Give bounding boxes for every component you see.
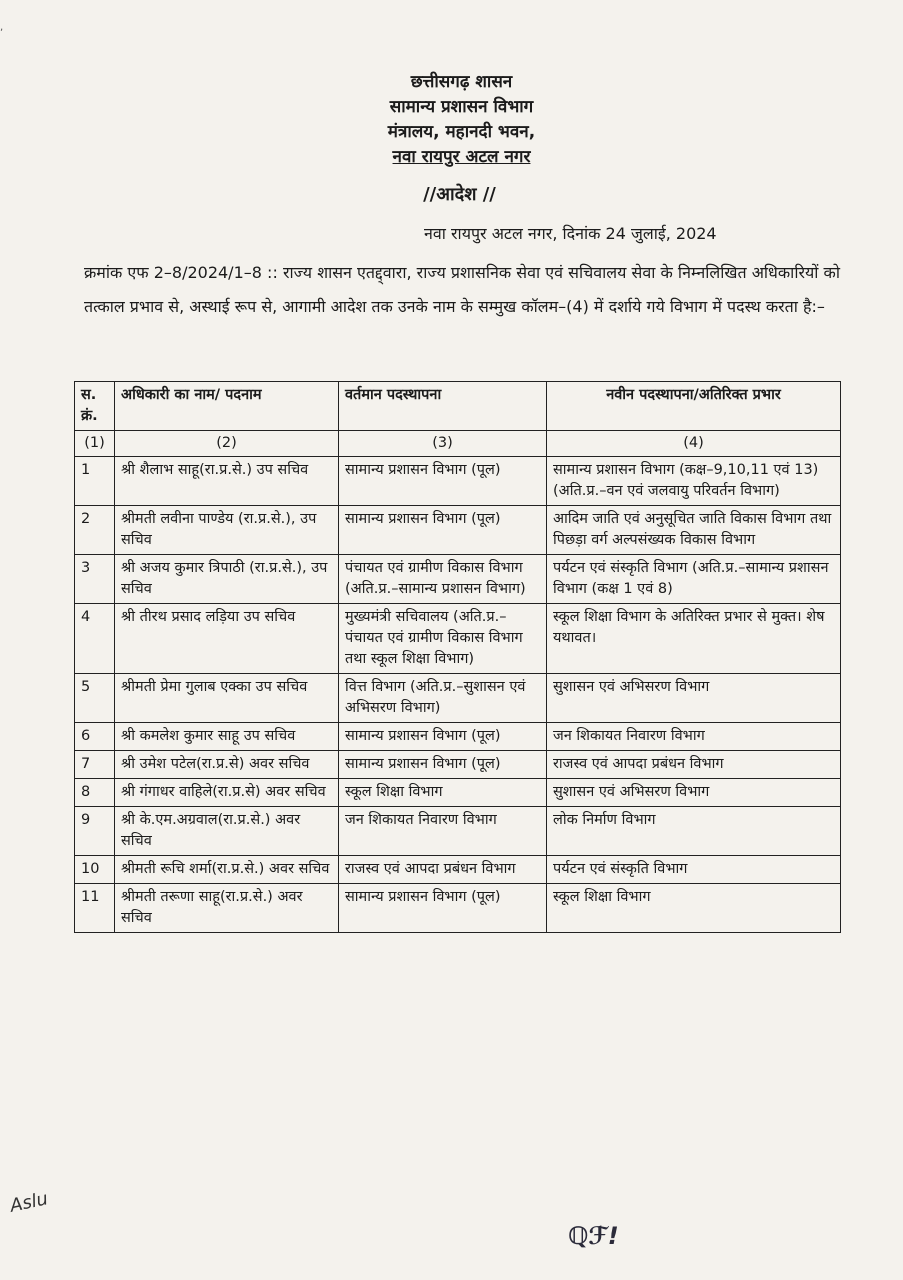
row-new: लोक निर्माण विभाग [547,807,841,856]
row-sn: 2 [75,506,115,555]
table-row [75,604,841,674]
margin-mark: , [0,22,4,33]
row-current: सामान्य प्रशासन विभाग (पूल) [339,457,547,506]
row-current: सामान्य प्रशासन विभाग (पूल) [339,723,547,751]
row-sn: 3 [75,555,115,604]
row-current: पंचायत एवं ग्रामीण विकास विभाग (अति.प्र.–सामान्य प्रशासन विभाग) [339,555,547,604]
row-sn: 10 [75,856,115,884]
row-name: श्री उमेश पटेल(रा.प्र.से) अवर सचिव [115,751,339,779]
header-current: वर्तमान पदस्थापना [339,382,547,431]
row-new: राजस्व एवं आपदा प्रबंधन विभाग [547,751,841,779]
row-new: पर्यटन एवं संस्कृति विभाग (अति.प्र.–सामान्य प्रशासन विभाग (कक्ष 1 एवं 8) [547,555,841,604]
letterhead [0,70,903,170]
initials-signature: Aslu [8,1188,50,1217]
row-sn: 6 [75,723,115,751]
row-name: श्री तीरथ प्रसाद लड़िया उप सचिव [115,604,339,674]
row-current: राजस्व एवं आपदा प्रबंधन विभाग [339,856,547,884]
row-sn: 4 [75,604,115,674]
row-current: जन शिकायत निवारण विभाग [339,807,547,856]
row-name: श्रीमती प्रेमा गुलाब एक्का उप सचिव [115,674,339,723]
row-sn: 9 [75,807,115,856]
table-row [75,779,841,807]
row-new: आदिम जाति एवं अनुसूचित जाति विकास विभाग तथा पिछड़ा वर्ग अल्पसंख्यक विकास विभाग [547,506,841,555]
row-new: स्कूल शिक्षा विभाग के अतिरिक्त प्रभार से मुक्त। शेष यथावत। [547,604,841,674]
row-name: श्री गंगाधर वाहिले(रा.प्र.से) अवर सचिव [115,779,339,807]
row-new: पर्यटन एवं संस्कृति विभाग [547,856,841,884]
row-sn: 1 [75,457,115,506]
table-row [75,884,841,933]
row-name: श्रीमती तरूणा साहू(रा.प्र.से.) अवर सचिव [115,884,339,933]
header-sn: स. क्रं. [75,382,115,431]
col-num-2: (2) [115,431,339,457]
city-name: नवा रायपुर अटल नगर [392,147,531,167]
row-current: सामान्य प्रशासन विभाग (पूल) [339,506,547,555]
row-current: मुख्यमंत्री सचिवालय (अति.प्र.–पंचायत एवं ग्रामीण विकास विभाग तथा स्कूल शिक्षा विभाग) [339,604,547,674]
row-sn: 5 [75,674,115,723]
row-current: सामान्य प्रशासन विभाग (पूल) [339,751,547,779]
table-row [75,751,841,779]
table-row [75,555,841,604]
row-name: श्रीमती रूचि शर्मा(रा.प्र.से.) अवर सचिव [115,856,339,884]
col-num-4: (4) [547,431,841,457]
row-current: वित्त विभाग (अति.प्र.–सुशासन एवं अभिसरण विभाग) [339,674,547,723]
building-name: मंत्रालय, महानदी भवन, [387,122,536,142]
row-sn: 7 [75,751,115,779]
posting-table [74,381,841,933]
order-title: //आदेश // [423,184,496,205]
order-dateline: नवा रायपुर अटल नगर, दिनांक 24 जुलाई, 2024 [424,224,717,243]
header-name: अधिकारी का नाम/ पदनाम [115,382,339,431]
table-row [75,674,841,723]
order-paragraph: क्रमांक एफ 2–8/2024/1–8 :: राज्य शासन एतद्द्वारा, राज्य प्रशासनिक सेवा एवं सचिवालय सेवा के निम्नलिखित अधिकारियों को तत्काल प्रभाव से, अस्थाई रूप से, आगामी आदेश तक उनके नाम के सम्मुख कॉलम–(4) में दर्शाये गये विभाग में पदस्थ करता है:– [84,263,840,316]
row-current: सामान्य प्रशासन विभाग (पूल) [339,884,547,933]
header-new: नवीन पदस्थापना/अतिरिक्त प्रभार [547,382,841,431]
table-row [75,856,841,884]
table-header-row [75,382,841,431]
row-name: श्री शैलाभ साहू(रा.प्र.से.) उप सचिव [115,457,339,506]
row-name: श्री अजय कुमार त्रिपाठी (रा.प्र.से.), उप सचिव [115,555,339,604]
column-number-row [75,431,841,457]
col-num-1: (1) [75,431,115,457]
row-name: श्री के.एम.अग्रवाल(रा.प्र.से.) अवर सचिव [115,807,339,856]
govt-name: छत्तीसगढ़ शासन [410,72,513,92]
table-row [75,457,841,506]
row-name: श्रीमती लवीना पाण्डेय (रा.प्र.से.), उप सचिव [115,506,339,555]
table-row [75,723,841,751]
row-current: स्कूल शिक्षा विभाग [339,779,547,807]
row-sn: 8 [75,779,115,807]
row-sn: 11 [75,884,115,933]
table-row [75,807,841,856]
department-name: सामान्य प्रशासन विभाग [389,97,534,117]
row-new: जन शिकायत निवारण विभाग [547,723,841,751]
row-new: सामान्य प्रशासन विभाग (कक्ष–9,10,11 एवं 13) (अति.प्र.–वन एवं जलवायु परिवर्तन विभाग) [547,457,841,506]
table-row [75,506,841,555]
row-name: श्री कमलेश कुमार साहू उप सचिव [115,723,339,751]
officer-signature: ℚℱ! [568,1222,619,1250]
col-num-3: (3) [339,431,547,457]
row-new: सुशासन एवं अभिसरण विभाग [547,674,841,723]
row-new: सुशासन एवं अभिसरण विभाग [547,779,841,807]
row-new: स्कूल शिक्षा विभाग [547,884,841,933]
